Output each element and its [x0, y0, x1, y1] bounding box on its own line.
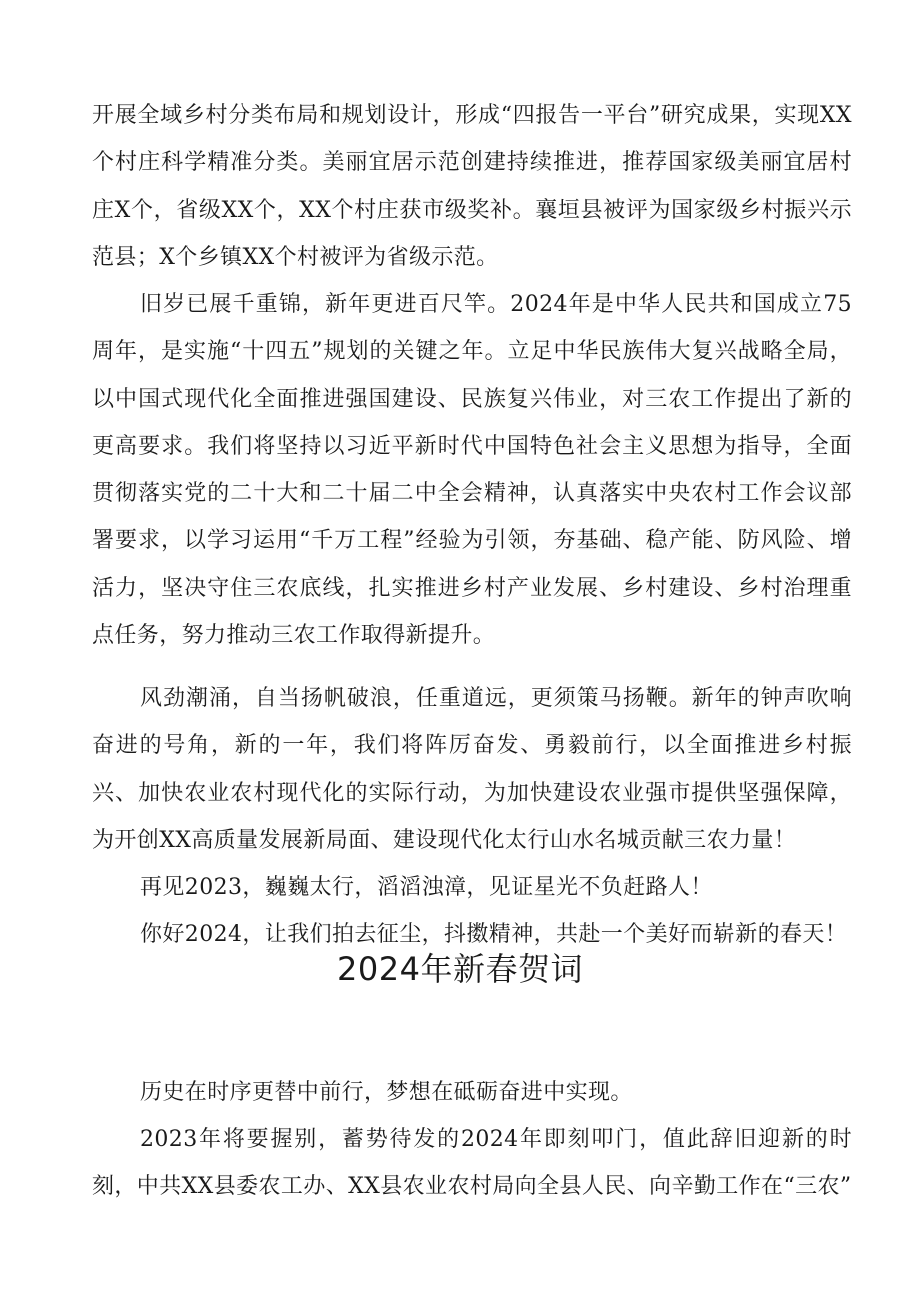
paragraph-history-dream: 历史在时序更替中前行，梦想在砥砺奋进中实现。	[140, 1080, 633, 1105]
paragraph-hello-2024: 你好2024，让我们拍去征尘，抖擞精神，共赴一个美好而崭新的春天！	[140, 922, 848, 947]
paragraph-farewell-2023: 再见2023，巍巍太行，滔滔浊漳，见证星光不负赶路人！	[140, 875, 713, 900]
section-title: 2024年新春贺词	[337, 950, 583, 988]
paragraph-forward-momentum: 风劲潮涌，自当扬帆破浪，任重道远，更须策马扬鞭。新年的钟声吹响奋进的号角，新的一年，我们将阵厉奋发、勇毅前行，以全面推进乡村振兴、加快农业农村现代化的实际行动，为加快建设农业强市提供坚强保障，为开创XX高质量发展新局面、建设现代化太行山水名城贡献三农力量！	[92, 686, 852, 853]
paragraph-new-year-goals: 旧岁已展千重锦，新年更进百尺竿。2024年是中华人民共和国成立75周年，是实施“十四五”规划的关键之年。立足中华民族伟大复兴战略全局，以中国式现代化全面推进强国建设、民族复兴伟业，对三农工作提出了新的更高要求。我们将坚持以习近平新时代中国特色社会主义思想为指导，全面贯彻落实党的二十大和二十届二中全会精神，认真落实中央农村工作会议部署要求，以学习运用“千万工程”经验为引领，夯基础、稳产能、防风险、增活力，坚决守住三农底线，扎实推进乡村产业发展、乡村建设、乡村治理重点任务，努力推动三农工作取得新提升。	[92, 292, 852, 649]
paragraph-rural-planning: 开展全域乡村分类布局和规划设计，形成“四报告一平台”研究成果，实现XX个村庄科学精准分类。美丽宜居示范创建持续推进，推荐国家级美丽宜居村庄X个，省级XX个，XX个村庄获市级奖补。襄垣县被评为国家级乡村振兴示范县；X个乡镇XX个村被评为省级示范。	[92, 103, 852, 270]
paragraph-farewell-greeting: 2023年将要握别，蓄势待发的2024年即刻叩门，值此辞旧迎新的时刻，中共XX县委农工办、XX县农业农村局向全县人民、向辛勤工作在“三农”	[92, 1127, 852, 1200]
